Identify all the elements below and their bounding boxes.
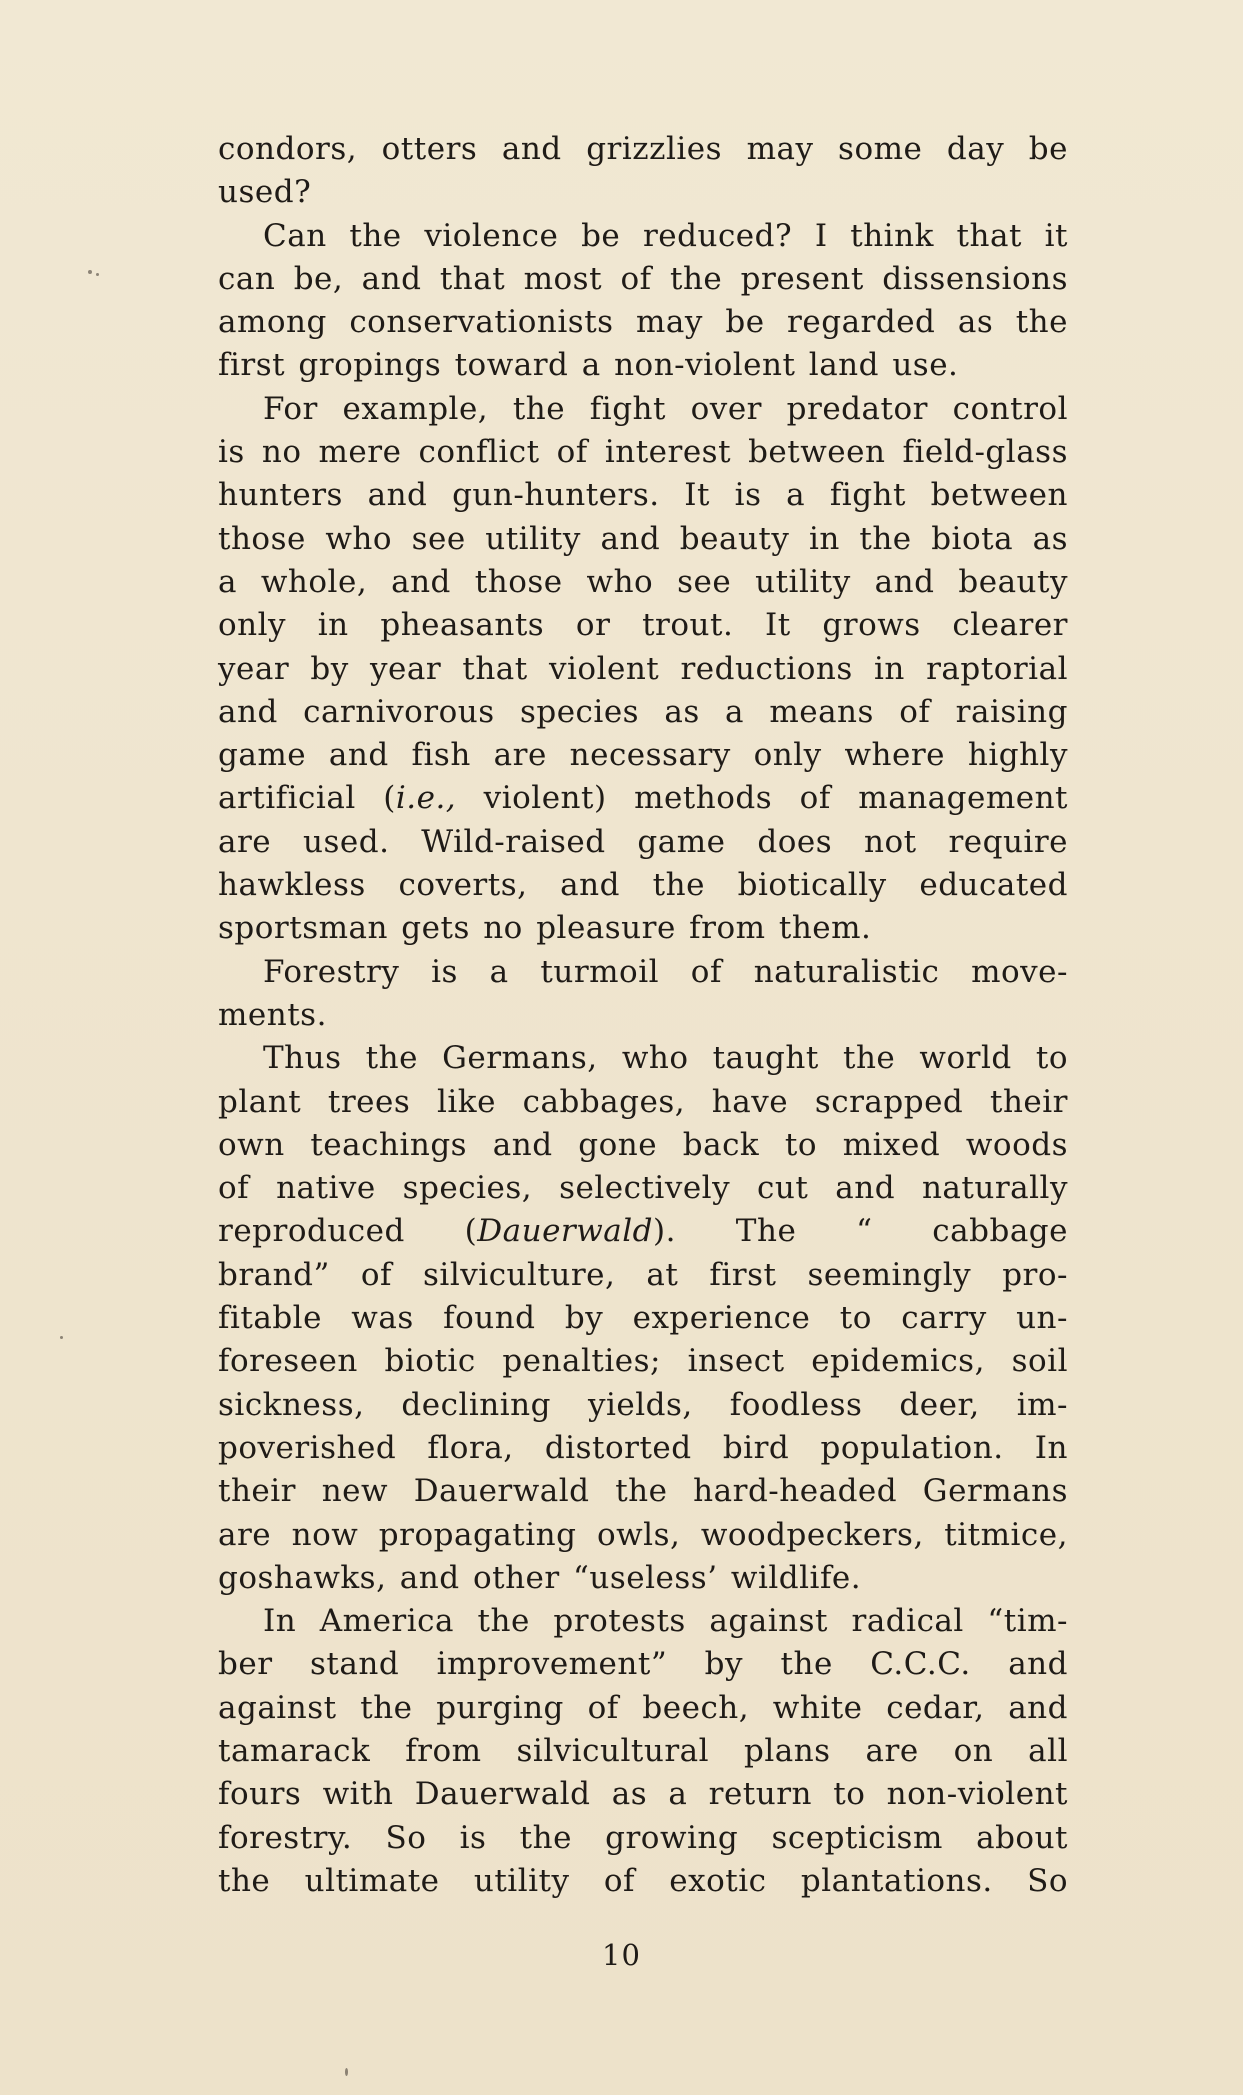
text-line: In America the protests against radical “tim- (263, 1603, 1068, 1640)
text-line: hawkless coverts, and the biotically educated (218, 867, 1068, 904)
paper-speck (345, 2068, 348, 2076)
text-line: fitable was found by experience to carry un- (218, 1300, 1068, 1337)
text-line: own teachings and gone back to mixed woods (218, 1126, 1068, 1163)
text-line: and carnivorous species as a means of raising (218, 693, 1068, 730)
text-line: against the purging of beech, white cedar, and (218, 1689, 1068, 1726)
text-line: among conservationists may be regarded as the (218, 304, 1068, 341)
text-line: poverished flora, distorted bird population. In (218, 1429, 1068, 1466)
page-number: 10 (602, 1938, 641, 1972)
text-line: reproduced (Dauerwald). The “ cabbage (218, 1213, 1068, 1250)
text-line: Can the violence be reduced? I think that it (263, 217, 1068, 254)
text-line: brand” of silviculture, at first seemingly pro- (218, 1256, 1068, 1293)
text-line: tamarack from silvicultural plans are on all (218, 1732, 1068, 1769)
text-line: year by year that violent reductions in raptorial (218, 650, 1068, 687)
text-line: first gropings toward a non-violent land use. (218, 347, 959, 384)
text-line: are now propagating owls, woodpeckers, titmice, (218, 1516, 1068, 1553)
text-line: only in pheasants or trout. It grows clearer (218, 607, 1068, 644)
text-line: sickness, declining yields, foodless deer, im- (218, 1386, 1068, 1423)
text-line: hunters and gun-hunters. It is a fight between (218, 477, 1068, 514)
text-line: are used. Wild-raised game does not require (218, 823, 1068, 860)
paper-speck (96, 273, 99, 276)
italic-text: i.e., (395, 780, 457, 817)
text-line: can be, and that most of the present dissensions (218, 260, 1068, 297)
text-line: ber stand improvement” by the C.C.C. and (218, 1646, 1068, 1683)
text-line: those who see utility and beauty in the biota as (218, 520, 1068, 557)
text-line: plant trees like cabbages, have scrapped their (218, 1083, 1068, 1120)
body-text (218, 128, 1068, 1903)
text-line: foreseen biotic penalties; insect epidemics, soil (218, 1343, 1068, 1380)
text-line: ments. (218, 996, 327, 1033)
text-line: artificial (i.e., violent) methods of management (218, 780, 1068, 817)
text-line: For example, the fight over predator control (263, 390, 1068, 427)
text-line: Thus the Germans, who taught the world to (263, 1040, 1068, 1077)
text-line: fours with Dauerwald as a return to non-violent (218, 1776, 1068, 1813)
italic-text: Dauerwald (477, 1213, 654, 1250)
text-line: a whole, and those who see utility and beauty (218, 563, 1068, 600)
text-line: condors, otters and grizzlies may some day be (218, 131, 1068, 167)
text-line: the ultimate utility of exotic plantations. So (218, 1862, 1068, 1899)
paper-speck (88, 270, 92, 274)
text-line: of native species, selectively cut and naturally (218, 1170, 1068, 1207)
text-line: is no mere conflict of interest between field-glass (218, 434, 1068, 471)
text-line: used? (218, 174, 312, 211)
text-line: their new Dauerwald the hard-headed Germans (218, 1473, 1068, 1510)
paper-speck (60, 1336, 63, 1339)
text-line: sportsman gets no pleasure from them. (218, 910, 872, 947)
text-line: Forestry is a turmoil of naturalistic move- (263, 953, 1068, 990)
text-line: game and fish are necessary only where highly (218, 737, 1068, 774)
text-line: forestry. So is the growing scepticism about (218, 1819, 1068, 1856)
text-line: goshawks, and other “useless’ wildlife. (218, 1559, 862, 1596)
